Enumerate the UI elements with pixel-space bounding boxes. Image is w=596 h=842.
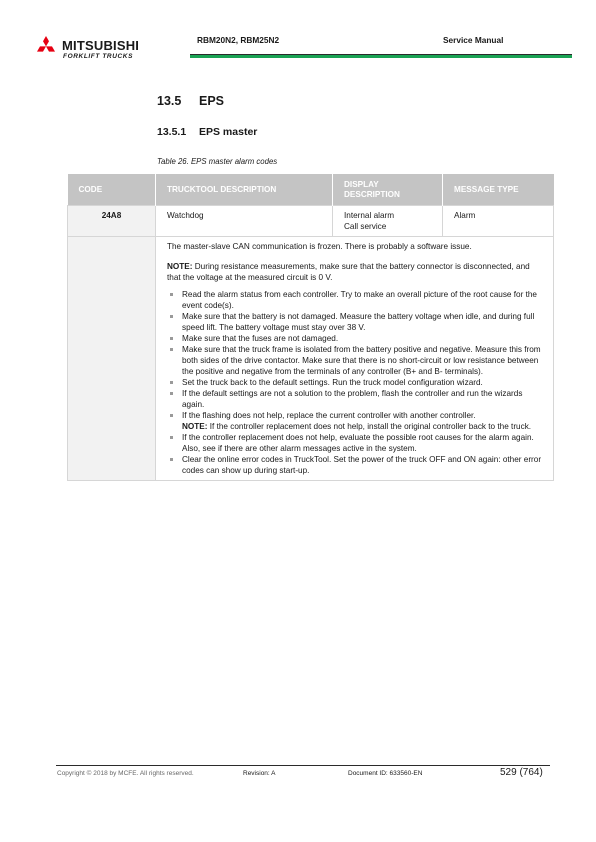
- details-row: [68, 237, 554, 481]
- header-accent-rule: [190, 55, 572, 58]
- list-item: Make sure that the truck frame is isolated from the battery positive and negative. Measure this from both sides of the drive contactor. Make sure that there is no short-circuit or low resistance between the positive and negative from the terminals of any controller (B+ and B- terminals).: [167, 344, 542, 377]
- footer-rule: [56, 765, 550, 766]
- display-description: [333, 206, 443, 237]
- alarm-codes-table: [67, 174, 554, 481]
- list-item: Make sure that the fuses are not damaged.: [167, 333, 542, 344]
- list-item: Clear the online error codes in TruckTool. Set the power of the truck OFF and ON again: other error codes can show up during start-up.: [167, 454, 542, 476]
- bullet-icon: [170, 414, 173, 417]
- trucktool-description: Watchdog: [156, 206, 333, 237]
- header-trucktool-description: TRUCKTOOL DESCRIPTION: [156, 174, 333, 206]
- header-manual-title: Service Manual: [443, 35, 504, 45]
- table-caption: Table 26. EPS master alarm codes: [157, 157, 278, 166]
- subsection-title: EPS master: [199, 126, 258, 138]
- footer-page-number: 529 (764): [500, 767, 543, 778]
- bullet-icon: [170, 337, 173, 340]
- list-item: If the controller replacement does not help, evaluate the possible root causes for the alarm again. Also, see if there are other alarm messages active in the system.: [167, 432, 542, 454]
- bullet-icon: [170, 436, 173, 439]
- logo-wordmark: MITSUBISHI: [62, 38, 140, 53]
- details-intro: The master-slave CAN communication is frozen. There is probably a software issue.: [167, 242, 472, 251]
- alarm-details: [156, 237, 554, 481]
- table-row: [68, 206, 554, 237]
- display-line-1: Internal alarm: [344, 211, 395, 220]
- list-item: If the flashing does not help, replace the current controller with another controller. NOTE: If the controller replacement does not help, install the original controller back to the truck.: [167, 410, 542, 432]
- note-label: NOTE:: [167, 262, 193, 271]
- note-text: During resistance measurements, make sure that the battery connector is disconnected, and that the voltage at the measured circuit is 0 V.: [167, 262, 530, 282]
- list-item: Set the truck back to the default settings. Run the truck model configuration wizard.: [167, 377, 542, 388]
- logo-subtext: FORKLIFT TRUCKS: [63, 53, 134, 60]
- troubleshooting-steps: [167, 289, 542, 476]
- header-message-type: MESSAGE TYPE: [443, 174, 554, 206]
- bullet-icon: [170, 315, 173, 318]
- header-display-description: DISPLAY DESCRIPTION: [333, 174, 443, 206]
- bullet-icon: [170, 293, 173, 296]
- step-note-label: NOTE:: [182, 422, 208, 431]
- list-item: If the default settings are not a solution to the problem, flash the controller and run the wizards again.: [167, 388, 542, 410]
- header-model: RBM20N2, RBM25N2: [197, 35, 280, 45]
- header-code: CODE: [68, 174, 156, 206]
- footer-document-id: Document ID: 633560-EN: [348, 770, 423, 777]
- message-type: Alarm: [443, 206, 554, 237]
- details-note: [167, 261, 542, 283]
- mitsubishi-logo: [34, 33, 164, 63]
- display-line-2: Call service: [344, 222, 387, 231]
- footer-revision: Revision: A: [243, 770, 276, 777]
- subsection-heading: [157, 126, 257, 138]
- alarm-code: 24A8: [68, 206, 156, 237]
- list-item: Make sure that the battery is not damaged. Measure the battery voltage when idle, and during full speed lift. The battery voltage must stay over 38 V.: [167, 311, 542, 333]
- section-heading: [157, 94, 224, 108]
- footer-copyright: Copyright © 2018 by MCFE. All rights reserved.: [57, 770, 194, 777]
- bullet-icon: [170, 392, 173, 395]
- bullet-icon: [170, 381, 173, 384]
- empty-code-cell: [68, 237, 156, 481]
- list-item: Read the alarm status from each controller. Try to make an overall picture of the root cause for the event code(s).: [167, 289, 542, 311]
- step-note-text: If the controller replacement does not help, install the original controller back to the truck.: [207, 422, 532, 431]
- bullet-icon: [170, 458, 173, 461]
- table-header-row: [68, 174, 554, 206]
- subsection-number: 13.5.1: [157, 126, 187, 138]
- section-title: EPS: [199, 94, 225, 108]
- bullet-icon: [170, 348, 173, 351]
- three-diamonds-icon: [34, 36, 58, 57]
- section-number: 13.5: [157, 94, 182, 108]
